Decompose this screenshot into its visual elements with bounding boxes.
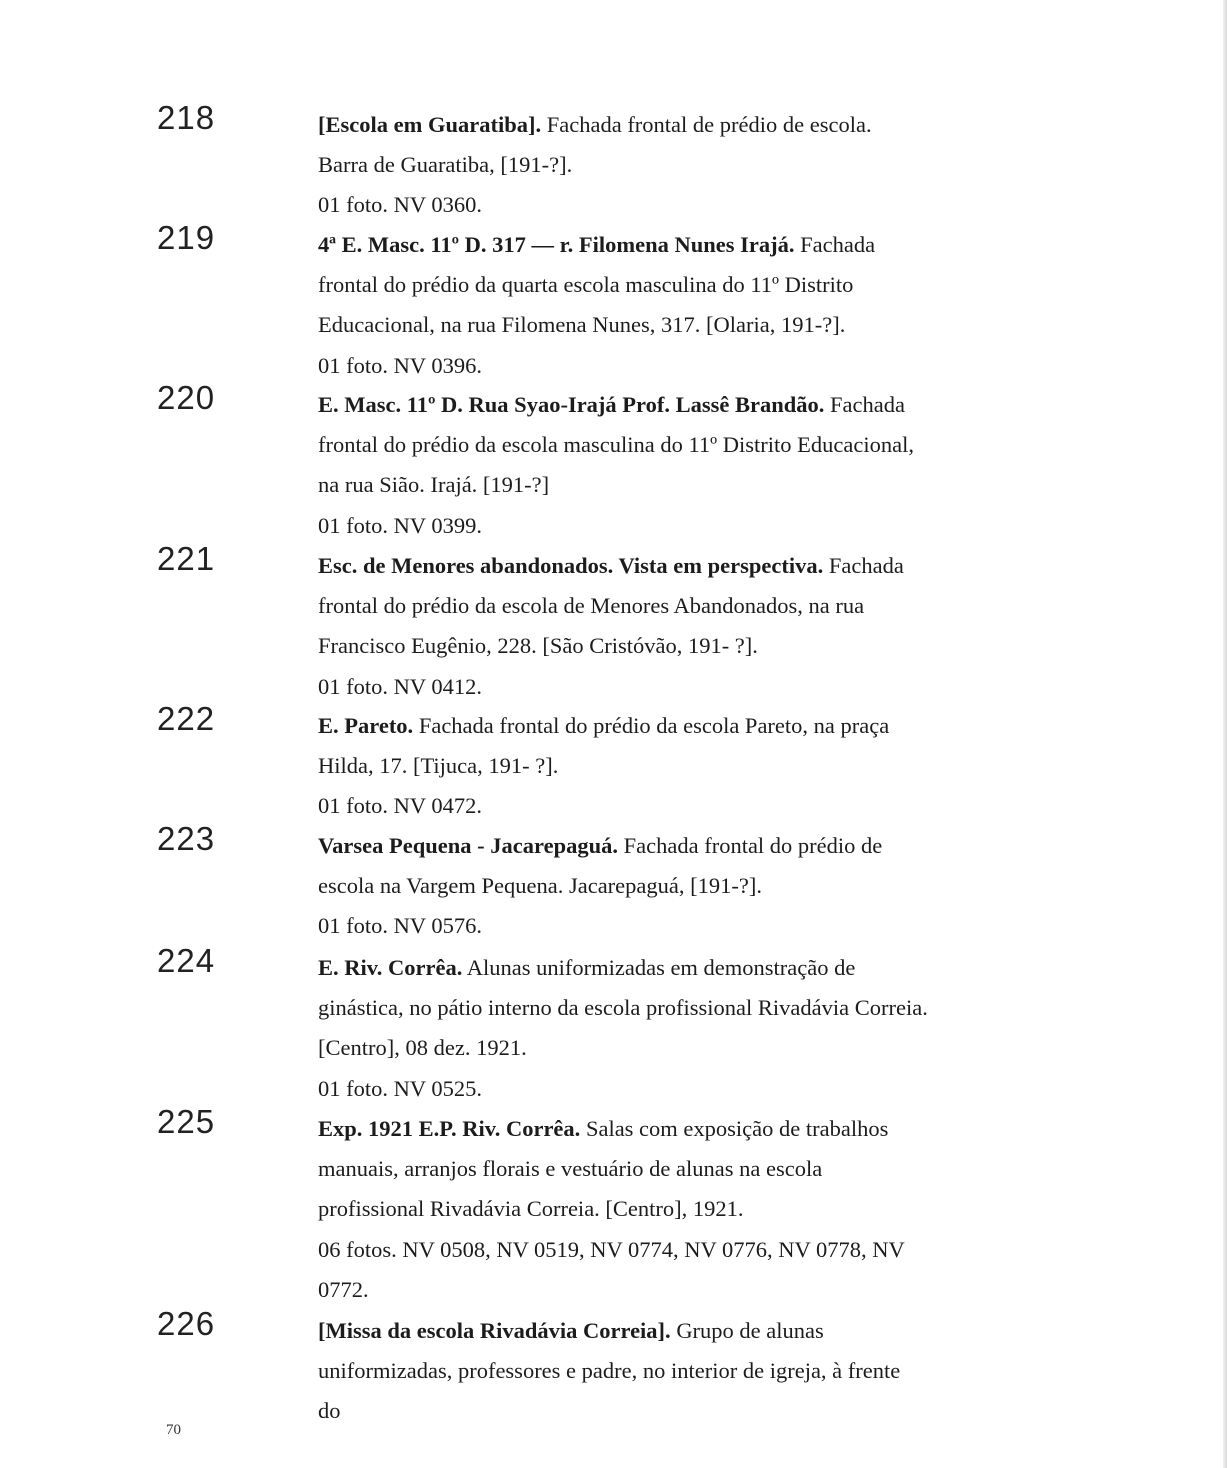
entry-record: 06 fotos. NV 0508, NV 0519, NV 0774, NV 0776, NV 0778, NV 0772. bbox=[318, 1236, 905, 1302]
entry-number: 218 bbox=[157, 99, 216, 136]
page-number: 70 bbox=[166, 1422, 181, 1438]
entry-text bbox=[318, 105, 918, 226]
entry-text bbox=[318, 225, 893, 386]
entry-title: Esc. de Menores abandonados. Vista em perspectiva. bbox=[318, 553, 824, 578]
entry-title: 4ª E. Masc. 11º D. 317 — r. Filomena Nunes Irajá. bbox=[318, 232, 795, 257]
entry-number: 223 bbox=[157, 820, 216, 857]
entry-title: [Escola em Guaratiba]. bbox=[318, 112, 542, 137]
entry-title: E. Masc. 11º D. Rua Syao-Irajá Prof. Lassê Brandão. bbox=[318, 392, 825, 417]
entry-description: Fachada frontal do prédio da escola de Menores Abandonados, na rua Francisco Eugênio, 228. [São Cristóvão, 191- ?]. bbox=[318, 553, 904, 659]
entry-number: 220 bbox=[157, 379, 216, 416]
entry-description: Fachada frontal do prédio da escola masculina do 11º Distrito Educacional, na rua Sião. Irajá. [191-?] bbox=[318, 392, 914, 498]
entry-number: 226 bbox=[157, 1305, 216, 1342]
entry-text bbox=[318, 826, 928, 947]
entry-text bbox=[318, 385, 928, 546]
entry-title: E. Pareto. bbox=[318, 713, 414, 738]
entry-description: Grupo de alunas uniformizadas, professores e padre, no interior de igreja, à frente do bbox=[318, 1318, 901, 1424]
entry-record: 01 foto. NV 0396. bbox=[318, 352, 482, 378]
entry-record: 01 foto. NV 0399. bbox=[318, 512, 482, 538]
entry-text bbox=[318, 948, 938, 1109]
entry-number: 219 bbox=[157, 219, 216, 256]
entry-description: Fachada frontal do prédio de escola na Vargem Pequena. Jacarepaguá, [191-?]. bbox=[318, 833, 883, 899]
entry-description: Fachada frontal do prédio da escola Pareto, na praça Hilda, 17. [Tijuca, 191- ?]. bbox=[318, 713, 890, 779]
entry-text bbox=[318, 546, 908, 707]
entry-description: Salas com exposição de trabalhos manuais, arranjos florais e vestuário de alunas na escola profissional Rivadávia Correia. [Centro], 1921. bbox=[318, 1116, 889, 1222]
entry-text bbox=[318, 1311, 918, 1432]
entry-record: 01 foto. NV 0360. bbox=[318, 192, 482, 218]
scan-edge bbox=[1223, 0, 1227, 1468]
entry-title: Varsea Pequena - Jacarepaguá. bbox=[318, 833, 618, 858]
entry-title: [Missa da escola Rivadávia Correia]. bbox=[318, 1318, 671, 1343]
entry-record: 01 foto. NV 0412. bbox=[318, 673, 482, 699]
entry-record: 01 foto. NV 0576. bbox=[318, 913, 482, 939]
entry-title: E. Riv. Corrêa. bbox=[318, 955, 463, 980]
entry-description: Fachada frontal de prédio de escola. Barra de Guaratiba, [191-?]. bbox=[318, 112, 872, 178]
entry-description: Fachada frontal do prédio da quarta escola masculina do 11º Distrito Educacional, na rua Filomena Nunes, 317. [Olaria, 191-?]. bbox=[318, 232, 876, 338]
entry-number: 225 bbox=[157, 1103, 216, 1140]
entry-description: Alunas uniformizadas em demonstração de ginástica, no pátio interno da escola profissional Rivadávia Correia. [Centro], 08 dez. 1921. bbox=[318, 955, 928, 1061]
entry-number: 221 bbox=[157, 540, 216, 577]
entry-text bbox=[318, 706, 898, 827]
entry-number: 222 bbox=[157, 700, 216, 737]
entry-title: Exp. 1921 E.P. Riv. Corrêa. bbox=[318, 1116, 581, 1141]
entry-record: 01 foto. NV 0525. bbox=[318, 1075, 482, 1101]
entry-record: 01 foto. NV 0472. bbox=[318, 793, 482, 819]
entry-text bbox=[318, 1109, 913, 1310]
entry-number: 224 bbox=[157, 942, 216, 979]
